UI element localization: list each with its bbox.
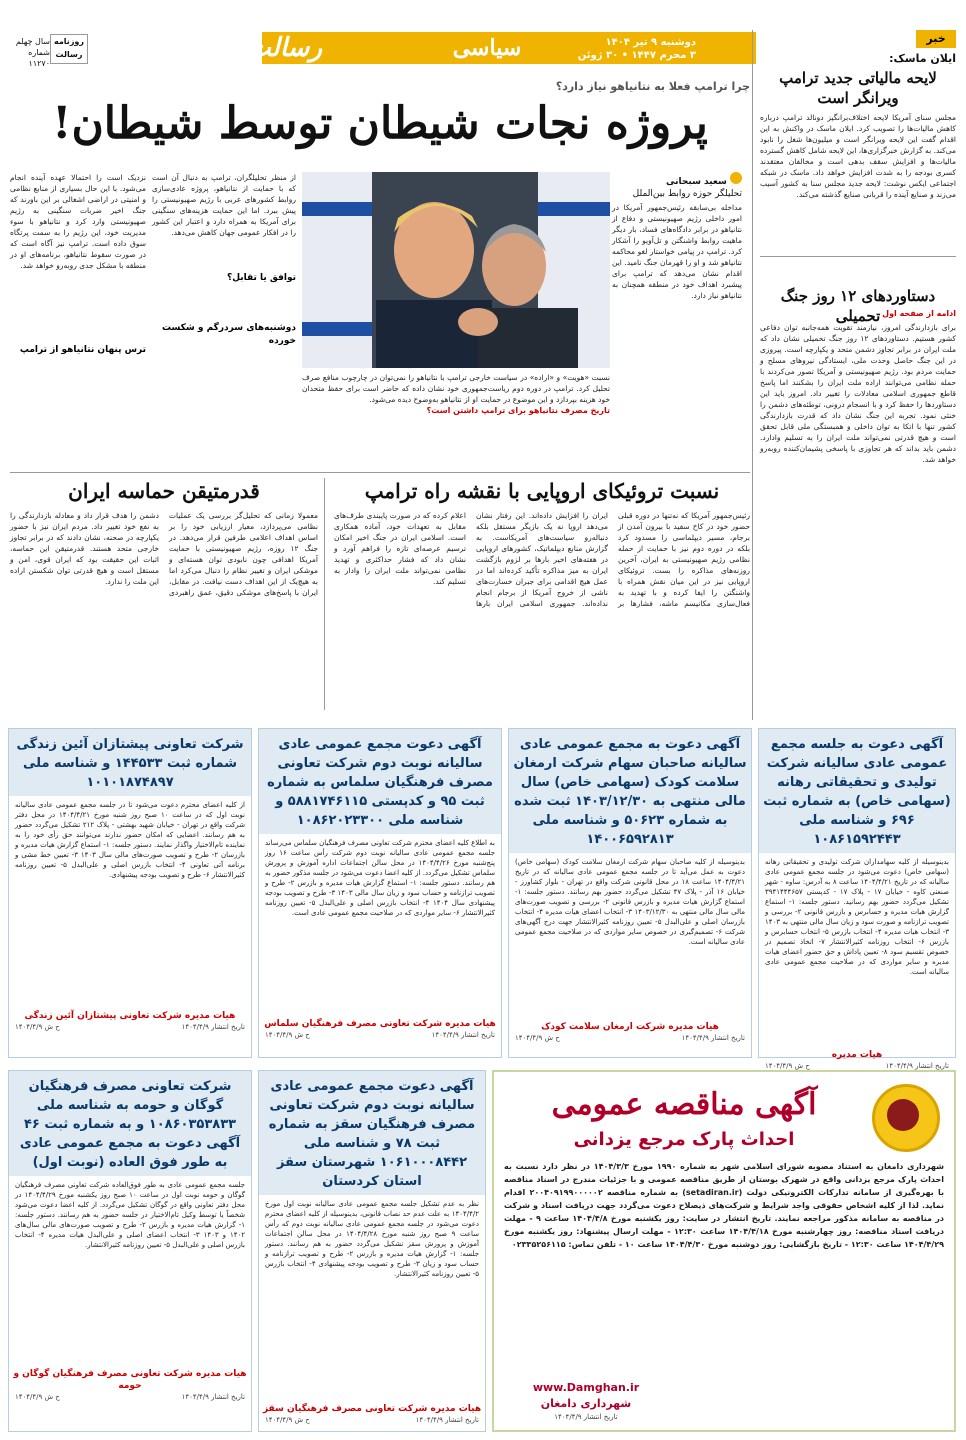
ad-2-title: آگهی دعوت به مجمع عمومی عادی سالیانه صاحبان سهام شرکت ارمغان سلامت کودک (سهامی خاص) سال مالی منتهی به ۱۴۰۳/۱۲/۳۰ ثبت شده به شماره ۵۰۶۲۳ و شناسه ملی ۱۴۰۰۶۵۹۲۸۱۳ [509,729,751,853]
news-photo [302,172,610,368]
ad-1 [758,728,956,1070]
ad-2-footer: تاریخ انتشار ۱۴۰۴/۴/۹ ح ش ۱۴۰۴/۴/۹ [515,1034,745,1042]
sidebar-divider [760,256,956,257]
date-line [566,36,696,75]
ad-1-footer: تاریخ انتشار ۱۴۰۴/۴/۹ ح ش ۱۴۰۴/۴/۹ [765,1062,949,1070]
lead-text-mid: از منظر تحلیلگران، ترامپ به دنبال آن است که با حمایت از نتانیاهو، پروژه عادی‌سازی روابط کشورهای عربی با رژیم صهیونیستی را پیش ببرد. اما این حمایت هزینه‌های سنگینی برای آمریکا به همراه دارد و اعتبار این کشور را در افکار عمومی جهان کاهش می‌دهد. [152,173,296,237]
ad-4-title: شرکت تعاونی پیشتازان آئین زندگی شماره ثبت ۱۴۴۵۳۳ و شناسه ملی ۱۰۱۰۱۸۷۴۸۹۷ [9,729,251,796]
ad-2-sign: هیات مدیره شرکت ارمغان سلامت کودک [541,1022,719,1032]
brief-label: ایلان ماسک: [889,52,956,65]
ad-4-body: از کلیه اعضای محترم دعوت می‌شود تا در جلسه مجمع عمومی عادی سالیانه نوبت اول که در ساعت ۱۰ صبح روز شنبه مورخ ۱۴۰۴/۴/۲۱ در محل دفتر شرکت واقع در تهران - خیابان شهید بهشتی - پلاک ۲۱۲ تشکیل می‌گردد حضور به هم رسانند. اعضایی که امکان حضور ندارند می‌توانند حق رأی خود را به نماینده تام‌الاختیار واگذار نمایند. دستور جلسه: ۱- استماع گزارش هیات مدیره و بازرسان ۲- طرح و تصویب صورت‌های مالی سال ۱۴۰۳ ۳- تعیین خط مشی و برنامه آتی تعاونی ۴- انتخاب بازرس اصلی و علی‌البدل ۵- تعیین روزنامه کثیرالانتشار ۶- طرح و تصویب بودجه پیشنهادی. [15,801,245,879]
sidebar-headline-1: لایحه مالیاتی جدید ترامپ ویرانگر است [779,69,937,107]
article3-text: معمولا زمانی که تحلیل‌گر بررسی یک عملیات نظامی می‌پردازد، معیار ارزیابی خود را بر اساس اهداف اعلامی طرفین قرار می‌دهد. در جنگ ۱۲ روزه، رژیم صهیونیستی با حمایت آمریکا اهدافی چون نابودی توان هسته‌ای و موشکی ایران و تغییر نظام را دنبال می‌کرد اما به هیچ‌یک از این اهداف دست نیافت. در مقابل، ایران با پاسخ‌های موشکی دقیق، عمق راهبردی دشمن را هدف قرار داد و معادله بازدارندگی را به نفع خود تغییر داد. مردم ایران نیز با حضور یکپارچه در صحنه، نشان دادند که در برابر تجاوز خارجی متحد هستند. قدرمتیقن این حماسه، اثبات این حقیقت بود که ایران قوی، امن و مستقل است و هیچ قدرتی توان شکستن اراده این ملت را ندارد. [10,511,319,597]
ad-5-sign: هیات مدیره شرکت تعاونی مصرف فرهنگیان سقز [262,1404,482,1414]
lead-subhead-2: دوشنبه‌های سردرگم و شکست خورده [161,323,296,346]
ad-3 [258,728,502,1058]
issue-info [10,36,50,69]
ad-3-title: آگهی دعوت مجمع عمومی عادی سالیانه نوبت دوم شرکت تعاونی مصرف فرهنگیان سلماس به شماره ثبت ۹۵ و کدپستی ۵۸۸۱۷۴۶۱۱۵ و شناسه ملی ۱۰۸۶۲۰۲۳۳۰۰ [259,729,501,834]
continued-note: ادامه از صفحه اول [882,309,956,318]
tender-website[interactable]: www.Damghan.ir [532,1381,640,1394]
ad-5-title: آگهی دعوت مجمع عمومی عادی سالیانه نوبت دوم شرکت تعاونی مصرف فرهنگیان سقز به شماره ثبت ۷۸ و شناسه ملی ۱۰۶۱۰۰۰۸۴۴۲ شهرستان سقز استان کردستان [259,1071,485,1195]
main-headline: پروژه نجات شیطان توسط شیطان! [52,98,708,149]
lead-subhead-3: ترس پنهان نتانیاهو از ترامپ [19,345,146,355]
author-name: سعید سبحانی [666,177,727,187]
tender-org: شهرداری دامغان [540,1397,632,1410]
sidebar-headline-2: دستاوردهای ۱۲ روز جنگ تحمیلی [780,287,936,325]
ad-4-footer: تاریخ انتشار ۱۴۰۴/۴/۹ ح ش ۱۴۰۴/۴/۹ [15,1023,245,1031]
ad-3-footer: تاریخ انتشار ۱۴۰۴/۴/۹ ح ش ۱۴۰۴/۴/۹ [265,1031,495,1039]
section-divider [10,472,750,473]
ad-5-body: نظر به عدم تشکیل جلسه مجمع عمومی عادی سالیانه نوبت اول مورخ ۱۴۰۴/۴/۲ به علت عدم حد نصاب قانونی، بدینوسیله از کلیه اعضای محترم دعوت می‌شود در جلسه مجمع عمومی عادی سالیانه نوبت دوم که رأس ساعت ۹ صبح روز شنبه مورخ ۱۴۰۴/۴/۲۸ در محل سالن اجتماعات آموزش و پرورش سقز تشکیل می‌گردد حضور به هم رسانند. دستور جلسه: ۱- گزارش هیات مدیره و بازرس ۲- طرح و تصویب ترازنامه و حساب سود و زیان ۳- طرح و تصویب بودجه پیشنهادی ۴- انتخاب بازرس ۵- تعیین روزنامه کثیرالانتشار. [265,1200,480,1278]
ad-6 [8,1070,252,1432]
ad-5 [258,1070,486,1432]
date-line-2: ۳ محرم ۱۴۴۷ • ۳۰ ژوئن ۲۰۲۵ [577,50,696,74]
ad-1-body: بدینوسیله از کلیه سهامداران شرکت تولیدی و تحقیقاتی رهانه (سهامی خاص) دعوت می‌شود در جلسه مجمع عمومی عادی سالیانه که در تاریخ ۱۴۰۴/۴/۲۱ ساعت ۸ به آدرس: ساوه - شهر صنعتی کاوه - خیابان ۱۷ - پلاک ۱۷ - کدپستی ۳۹۴۱۴۴۴۶۵۷ تشکیل می‌گردد حضور بهم رسانید. دستور جلسه: ۱- استماع گزارش هیات مدیره و حسابرس و بازرس قانونی ۲- بررسی و تصویب ترازنامه و صورت سود و زیان سال مالی منتهی به ۱۴۰۳ ۳- انتخاب هیات مدیره ۴- انتخاب بازرس ۵- انتخاب حسابرس و بازرس ۶- انتخاب روزنامه کثیرالانتشار ۷- اتخاذ تصمیم در خصوص تقسیم سود ۸- تعیین پاداش و حق حضور اعضای هیات مدیره و سایر مواردی که در صلاحیت مجمع عمومی عادی سالیانه است. [765,858,950,976]
tender-title: آگهی مناقصه عمومی [551,1087,817,1122]
byline-icon [730,172,742,184]
ad-6-footer: تاریخ انتشار ۱۴۰۴/۴/۹ ح ش ۱۴۰۴/۴/۹ [15,1393,245,1401]
news-tag: خبر [916,30,956,48]
ad-1-title: آگهی دعوت به جلسه مجمع عمومی عادی سالیانه شرکت تولیدی و تحقیقاتی رهانه (سهامی خاص) به شماره ثبت ۶۹۶ و شناسه ملی ۱۰۸۶۱۵۹۲۴۴۳ [759,729,955,853]
date-line-1: دوشنبه ۹ تیر ۱۴۰۴ [605,37,696,48]
caption-link[interactable]: تاریخ مصرف نتانیاهو برای ترامپ داشتن است؟ [426,406,610,415]
tender-body: شهرداری دامغان به استناد مصوبه شورای اسلامی شهر به شماره ۱۹۹۰ مورخ ۱۴۰۴/۳/۳ در نظر دارد نسبت به احداث پارک مرجع یزدانی واقع در شهرک بوستان از طریق مناقصه عمومی و با جزئیات مندرج در اسناد مناقصه با بهره‌گیری از سامانه تدارکات الکترونیکی دولت (setadiran.ir) به شماره مناقصه ۲۰۰۴۰۹۱۹۹۰۰۰۰۰۲ اقدام نماید. لذا از کلیه اشخاص حقوقی واجد شرایط و شرکت‌های ذیصلاح دعوت می‌گردد جهت دریافت اسناد و شرکت در مناقصه به سامانه مذکور مراجعه نمایند. تاریخ انتشار در سایت: روز یکشنبه مورخ ۱۴۰۴/۴/۸ ساعت ۹ - مهلت دریافت اسناد مناقصه: روز چهارشنبه مورخ ۱۴۰۴/۴/۱۸ ساعت ۱۲:۳۰ - مهلت ارسال پیشنهاد: روز یکشنبه مورخ ۱۴۰۴/۴/۲۹ ساعت ۱۲:۳۰ - تاریخ بازگشایی: روز دوشنبه مورخ ۱۴۰۴/۴/۳۰ ساعت ۱۰ - تلفن تماس: ۰۲۳۳۵۲۵۶۱۱۵ [504,1162,945,1249]
lead-subhead-1: توافق یا تقابل؟ [226,273,296,283]
ad-3-body: به اطلاع کلیه اعضای محترم شرکت تعاونی مصرف فرهنگیان سلماس می‌رساند جلسه مجمع عمومی عادی سالیانه نوبت دوم شرکت رأس ساعت ۱۶ روز پنج‌شنبه مورخ ۱۴۰۴/۴/۲۶ در محل سالن اجتماعات اداره آموزش و پرورش سلماس تشکیل می‌گردد. از کلیه اعضا دعوت می‌شود در جلسه مذکور حضور به هم رسانند. دستور جلسه: ۱- استماع گزارش هیات مدیره و بازرس ۲- طرح و تصویب ترازنامه و حساب سود و زیان سال مالی ۱۴۰۳ ۳- طرح و تصویب بودجه پیشنهادی سال ۱۴۰۴ ۴- انتخاب بازرس اصلی و علی‌البدل ۵- تعیین روزنامه کثیرالانتشار ۶- سایر مواردی که در صلاحیت مجمع عمومی عادی است. [265,839,496,917]
kicker: چرا ترامپ فعلا به نتانیاهو نیاز دارد؟ [555,80,750,93]
paper-logo: رسالت [246,33,322,63]
sidebar-text-1: مجلس سنای آمریکا لایحه اختلاف‌برانگیز دونالد ترامپ درباره کاهش مالیات‌ها را تصویب کرد. ایلان ماسک در واکنش به این اقدام گفت این لایحه ویرانگر است و میلیون‌ها شغل را نابود می‌کند. به گزارش خبرگزاری‌ها، این لایحه شامل کاهش گسترده مالیات‌ها و افزایش سقف بدهی است و مخالفان معتقدند کسری بودجه را به شدت افزایش خواهد داد. ماسک در شبکه اجتماعی ایکس نوشت: لایحه جدید مجلس سنا به کشور آسیب می‌زند و صنایع آینده را قربانی صنایع گذشته می‌کند. [760,113,956,199]
ad-6-body: جلسه مجمع عمومی عادی به طور فوق‌العاده شرکت تعاونی مصرف فرهنگیان گوگان و حومه نوبت اول در ساعت ۱۰ صبح روز یکشنبه مورخ ۱۴۰۴/۴/۲۹ در محل دفتر تعاونی واقع در گوگان تشکیل می‌گردد. از کلیه اعضا دعوت می‌شود شخصاً یا توسط وکیل تام‌الاختیار در جلسه حضور به هم رسانند. دستور جلسه: ۱- گزارش هیات مدیره و بازرس ۲- طرح و تصویب صورت‌های مالی سال‌های ۱۴۰۲ و ۱۴۰۳ ۳- انتخاب اعضای اصلی و علی‌البدل هیات مدیره ۴- انتخاب بازرس اصلی و علی‌البدل ۵- تعیین روزنامه کثیرالانتشار. [15,1181,245,1249]
ad-1-sign: هیات مدیره [831,1050,883,1060]
photo-caption [302,372,610,416]
paper-mark: روزنامه رسالت [50,34,88,64]
tender-subtitle: احداث پارک مرجع یزدانی [573,1129,795,1150]
author-role: تحلیلگر حوزه روابط بین‌الملل [632,189,742,199]
tender-footer [506,1380,666,1422]
article2-headline: نسبت تروئیکای اروپایی با نقشه راه ترامپ [364,479,720,503]
ad-6-title: شرکت تعاونی مصرف فرهنگیان گوگان و حومه به شناسه ملی ۱۰۸۶۰۳۵۳۸۳۳ و به شماره ثبت ۴۶ آگهی دعوت به مجمع عمومی عادی به طور فوق العاده (نوبت اول) [9,1071,251,1176]
ad-2 [508,728,752,1058]
section-title: سیاسی [452,35,522,61]
ad-2-body: بدینوسیله از کلیه صاحبان سهام شرکت ارمغان سلامت کودک (سهامی خاص) دعوت به عمل می‌آید تا در جلسه مجمع عمومی عادی سالیانه که در تاریخ ۱۴۰۴/۴/۲۱ ساعت ۱۸ در محل قانونی شرکت واقع در تهران - بلوار کشاورز - خیابان ۱۶ آذر - پلاک ۴۷ تشکیل می‌گردد حضور بهم رسانند. دستور جلسه: ۱- استماع گزارش هیات مدیره و بازرس قانونی ۲- بررسی و تصویب صورت‌های مالی سال مالی منتهی به ۱۴۰۳/۱۲/۳۰ ۳- انتخاب اعضای هیات مدیره ۴- انتخاب بازرسان اصلی و علی‌البدل ۵- تعیین روزنامه کثیرالانتشار جهت درج آگهی‌های شرکت ۶- تصمیم‌گیری در خصوص سایر مواردی که در صلاحیت مجمع عمومی عادی سالیانه است. [515,858,746,946]
tender-ad [492,1070,956,1432]
ad-3-sign: هیات مدیره شرکت تعاونی مصرف فرهنگیان سلماس [264,1019,496,1029]
article2-text: رئیس‌جمهور آمریکا که نه‌تنها در دوره قبلی حضور خود در کاخ سفید با بیرون آمدن از برجام، مسیر دیپلماسی را مسدود کرد بلکه در دوره دوم نیز با حمایت از حمله نظامی رژیم صهیونیستی به ایران، آخرین روزنه‌های مذاکره را بست. تروئیکای اروپایی نیز در این میان نقش همراه با واشنگتن را ایفا کرده و با تهدید به فعال‌سازی مکانیسم ماشه، فشارها بر ایران را افزایش داده‌اند. این رفتار نشان می‌دهد اروپا نه یک بازیگر مستقل بلکه دنباله‌رو سیاست‌های آمریکاست. به گزارش منابع دیپلماتیک، کشورهای اروپایی در هفته‌های اخیر بارها بر لزوم بازگشت ایران به میز مذاکره تأکید کرده‌اند اما در عمل هیچ اقدامی برای جبران خسارت‌های ناشی از خروج آمریکا از برجام انجام نداده‌اند. جمهوری اسلامی ایران بارها اعلام کرده که در صورت پایبندی طرف‌های مقابل به تعهدات خود، آماده همکاری است. اسلامی ایران در جنگ اخیر امکان ترسیم عرصه‌ای تازه را فراهم آورد و نشان داد که فشار حداکثری و تهدید نظامی نمی‌تواند ملت ایران را وادار به تسلیم کند. [334,511,750,608]
page-number: ۲ [715,20,743,71]
sidebar-text-2: برای بازدارندگی امروز، نیازمند تقویت همه‌جانبه توان دفاعی کشور هستیم. دستاوردهای ۱۲ روز جنگ تحمیلی نشان داد که ملت ایران در برابر تجاوز دشمن متحد و یکپارچه است. پیروزی در این جنگ حاصل وحدت ملی، ایستادگی نیروهای مسلح و حمایت مردم بود. رژیم صهیونیستی و آمریکا تصور می‌کردند با حمله نظامی می‌توانند اراده ملت ایران را بشکنند اما پاسخ قاطع جمهوری اسلامی معادلات را تغییر داد. امروز باید این دستاوردها را حفظ کرد و با انسجام درونی، توطئه‌های دشمن را خنثی نمود. تجربه این جنگ نشان داد که قدرت بازدارندگی کشور تنها با اتکا به توان داخلی و همبستگی ملی قابل تحقق است و هیچ قدرتی نمی‌تواند ملت ایران را به تسلیم وادارد. دشمن باید بداند که هر تجاوزی با پاسخی پشیمان‌کننده روبه‌رو خواهد شد. [760,323,956,464]
issue-number: شماره ۱۱۲۷۰ [28,48,50,68]
article3-headline: قدرمتیقن حماسه ایران [68,479,260,503]
column-rule [752,30,753,720]
municipality-logo-icon [872,1084,940,1152]
tender-date: تاریخ انتشار ۱۴۰۴/۴/۹ [554,1413,618,1421]
column-rule-2 [324,478,325,710]
photo-illustration [302,172,610,368]
issue-year: سال چهلم [15,37,50,46]
ad-5-footer: تاریخ انتشار ۱۴۰۴/۴/۹ ح ش ۱۴۰۴/۴/۹ [265,1416,479,1424]
caption-text: نسبت «هویت» و «اراده» در سیاست خارجی ترامپ با نتانیاهو را نمی‌توان در چارچوب منافع صرف تحلیل کرد. ترامپ در دوره دوم ریاست‌جمهوری خود نشان داده که حاضر است برای حفظ متحدان خود هزینه بپردازد و این موضوع در حمایت او از نتانیاهو به‌وضوح دیده می‌شود. [302,373,610,404]
ad-6-sign: هیات مدیره شرکت تعاونی مصرف فرهنگیان گوگان و حومه [13,1369,247,1391]
ad-4 [8,728,252,1058]
byline [612,172,742,200]
lead-text-right: مداخله بی‌سابقه رئیس‌جمهور آمریکا در امور داخلی رژیم صهیونیستی و دفاع از نتانیاهو در برابر دادگاه‌های فساد، بار دیگر ماهیت روابط واشنگتن و تل‌آویو را آشکار کرد. ترامپ در پیامی خواستار لغو محاکمه نتانیاهو شد و او را قهرمان جنگ نامید. این اقدام نشان می‌دهد که ترامپ برای پیشبرد اهداف خود در منطقه همچنان به نتانیاهو نیاز دارد. [612,203,742,300]
lead-text-left: نزدیک است را احتمالا عهده آینده انجام می‌شود. با این حال بسیاری از منابع نظامی و امنیتی در اراضی اشغالی بر این باورند که جنگ اخیر ضربات سنگینی به رژیم صهیونیستی وارد کرد و نتانیاهو با سوء مدیریت خود، این رژیم را به سمت پرتگاه سوق داده است. ترامپ نیز آگاه است که در صورت سقوط نتانیاهو، برنامه‌های او در منطقه با مشکل جدی روبه‌رو خواهد شد. [10,173,146,270]
ad-4-sign: هیات مدیره شرکت تعاونی پیشتازان آئین زندگی [24,1011,236,1021]
